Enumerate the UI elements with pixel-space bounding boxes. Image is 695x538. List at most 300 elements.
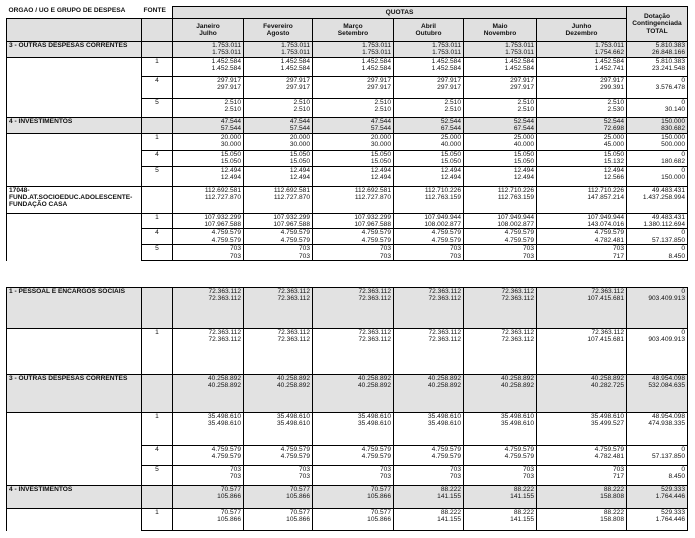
value-first-semester: 47.544: [289, 117, 310, 125]
value-second-semester: 4.759.579: [431, 453, 461, 461]
value-second-semester: 2.510: [517, 106, 534, 114]
quota-cell: [394, 150, 464, 166]
value-first-semester: 47.544: [370, 117, 391, 125]
value-first-semester: 0: [681, 446, 685, 453]
value-first-semester: 4.759.579: [431, 229, 461, 237]
fonte-cell: [142, 288, 173, 329]
total-cell: [627, 76, 688, 98]
value-first-semester: 47.544: [220, 117, 241, 125]
quota-cell: [394, 117, 464, 133]
value-second-semester: 703: [379, 252, 391, 260]
total-cell: [627, 213, 688, 229]
quota-cell: [244, 375, 313, 413]
month-name: Novembro: [483, 30, 517, 37]
value-second-semester: 15.050: [440, 158, 461, 166]
value-first-semester: 72.363.112: [591, 329, 624, 336]
quota-cell: [394, 133, 464, 150]
row-label: [7, 446, 142, 466]
value-second-semester: 67.544: [440, 125, 461, 133]
quota-cell: [394, 76, 464, 98]
value-first-semester: 72.363.112: [501, 329, 534, 336]
month-header: [394, 19, 464, 42]
quota-cell: [244, 166, 313, 186]
value-first-semester: 1.753.011: [595, 42, 624, 49]
quota-cell: [537, 509, 627, 531]
value-first-semester: 297.917: [286, 76, 310, 84]
value-second-semester: 4.759.579: [504, 236, 534, 244]
value-first-semester: 15.050: [370, 150, 391, 158]
quota-cell: [464, 509, 537, 531]
quota-cell: [173, 329, 244, 375]
value-first-semester: 1.452.584: [361, 57, 391, 65]
quota-cell: [244, 150, 313, 166]
quota-cell: [313, 446, 394, 466]
value-first-semester: 703: [612, 466, 624, 473]
value-first-semester: 1.753.011: [505, 42, 534, 49]
month-name: Agosto: [266, 30, 290, 37]
value-second-semester: 703: [298, 473, 310, 481]
fonte-cell: 1: [142, 413, 173, 446]
row-label: [7, 133, 142, 150]
table-row: [7, 76, 688, 98]
value-first-semester: 35.498.610: [207, 413, 241, 420]
value-first-semester: 52.544: [440, 117, 461, 125]
value-second-semester: 8.450: [668, 473, 685, 481]
value-second-semester: 30.000: [370, 141, 391, 149]
value-first-semester: 112.710.226: [424, 186, 461, 194]
value-second-semester: 532.084.635: [648, 382, 685, 390]
value-second-semester: 45.000: [603, 141, 624, 149]
quota-cell: [244, 186, 313, 213]
value-second-semester: 4.759.579: [211, 236, 241, 244]
quota-cell: [464, 288, 537, 329]
value-first-semester: 40.258.892: [357, 375, 391, 382]
value-second-semester: 703: [298, 252, 310, 260]
value-first-semester: 15.050: [440, 150, 461, 158]
value-second-semester: 141.155: [510, 493, 534, 501]
quota-cell: [537, 413, 627, 446]
value-first-semester: 2.510: [293, 98, 310, 106]
total-header-line: TOTAL: [646, 27, 668, 35]
value-first-semester: 2.510: [607, 98, 624, 106]
value-first-semester: 72.363.112: [277, 288, 310, 295]
quota-cell: [394, 57, 464, 76]
value-first-semester: 12.494: [513, 166, 534, 174]
value-second-semester: 2.510: [444, 106, 461, 114]
quota-cell: [464, 98, 537, 117]
quota-cell: [313, 133, 394, 150]
quota-cell: [244, 245, 313, 261]
fonte-header: FONTE: [142, 7, 173, 19]
value-second-semester: 67.544: [513, 125, 534, 133]
value-first-semester: 4.759.579: [211, 229, 241, 237]
value-first-semester: 703: [379, 245, 391, 253]
value-second-semester: 108.002.877: [424, 221, 461, 229]
quota-cell: [244, 486, 313, 509]
quota-cell: [464, 413, 537, 446]
table-row: [7, 57, 688, 76]
value-second-semester: 1.437.258.994: [642, 194, 685, 202]
fonte-cell: [142, 486, 173, 509]
value-second-semester: 12.566: [603, 174, 624, 182]
fonte-cell: 5: [142, 166, 173, 186]
value-second-semester: 1.452.741: [594, 65, 624, 73]
quota-cell: [394, 213, 464, 229]
value-first-semester: 48.954.098: [651, 375, 685, 382]
row-label: 1 - PESSOAL E ENCARGOS SOCIAIS: [7, 288, 142, 329]
month-name: Abril: [420, 22, 437, 30]
table-row: [7, 486, 688, 509]
quota-cell: [244, 133, 313, 150]
quota-cell: [464, 329, 537, 375]
total-cell: [627, 117, 688, 133]
quota-cell: [313, 245, 394, 261]
table-row: [7, 213, 688, 229]
value-second-semester: 105.866: [367, 516, 391, 524]
value-second-semester: 141.155: [437, 516, 461, 524]
value-first-semester: 2.510: [374, 98, 391, 106]
quota-cell: [464, 446, 537, 466]
quota-cell: [537, 98, 627, 117]
value-first-semester: 72.363.112: [428, 329, 461, 336]
value-first-semester: 107.932.299: [204, 213, 241, 221]
value-first-semester: 703: [229, 245, 241, 253]
value-second-semester: 297.917: [510, 84, 534, 92]
value-first-semester: 70.577: [289, 509, 310, 516]
value-second-semester: 107.967.588: [273, 221, 310, 229]
value-second-semester: 1.452.584: [211, 65, 241, 73]
quota-cell: [244, 76, 313, 98]
fonte-cell: [142, 186, 173, 213]
total-cell: [627, 133, 688, 150]
total-cell: [627, 486, 688, 509]
row-label: [7, 98, 142, 117]
month-name: Maio: [492, 22, 508, 30]
value-second-semester: 703: [449, 252, 461, 260]
table-row: [7, 446, 688, 466]
value-first-semester: 35.498.610: [276, 413, 310, 420]
month-name: Julho: [199, 30, 217, 37]
row-label: 4 - INVESTIMENTOS: [7, 486, 142, 509]
month-header: [313, 19, 394, 42]
value-first-semester: 2.510: [517, 98, 534, 106]
value-first-semester: 35.498.610: [427, 413, 461, 420]
quota-cell: [313, 486, 394, 509]
month-name: Junho: [571, 22, 592, 30]
quota-cell: [173, 133, 244, 150]
value-first-semester: 0: [681, 166, 685, 174]
value-first-semester: 40.258.892: [276, 375, 310, 382]
value-second-semester: 15.050: [289, 158, 310, 166]
value-second-semester: 2.510: [374, 106, 391, 114]
value-second-semester: 158.808: [600, 493, 624, 501]
value-first-semester: 70.577: [370, 509, 391, 516]
row-label: [7, 329, 142, 375]
table-row: [7, 133, 688, 150]
value-second-semester: 40.258.892: [357, 382, 391, 390]
value-first-semester: 1.452.584: [211, 57, 241, 65]
quota-cell: [394, 509, 464, 531]
value-first-semester: 112.692.581: [354, 186, 391, 194]
fonte-cell: 1: [142, 509, 173, 531]
table-row: [7, 413, 688, 446]
value-first-semester: 25.000: [440, 133, 461, 141]
row-label: 17048-FUND.AT.SOCIOEDUC.ADOLESCENTE-FUNDAÇÃO CASA: [7, 186, 142, 213]
value-second-semester: 15.050: [370, 158, 391, 166]
value-first-semester: 112.710.226: [497, 186, 534, 194]
quota-cell: [173, 375, 244, 413]
value-second-semester: 112.727.870: [273, 194, 310, 202]
value-first-semester: 52.544: [513, 117, 534, 125]
value-first-semester: 15.050: [513, 150, 534, 158]
row-label: [7, 466, 142, 486]
value-first-semester: 107.949.944: [497, 213, 534, 221]
value-second-semester: 903.409.913: [648, 295, 685, 303]
quota-cell: [537, 186, 627, 213]
fonte-cell: 4: [142, 446, 173, 466]
table-row: [7, 329, 688, 375]
value-first-semester: 40.258.892: [207, 375, 241, 382]
fonte-header-blank: [142, 19, 173, 42]
value-first-semester: 0: [681, 98, 685, 106]
value-second-semester: 57.137.850: [651, 453, 685, 461]
value-second-semester: 297.917: [367, 84, 391, 92]
month-name: Março: [343, 22, 363, 30]
value-second-semester: 703: [522, 252, 534, 260]
fonte-cell: 4: [142, 229, 173, 245]
value-second-semester: 180.682: [661, 158, 685, 166]
value-second-semester: 158.808: [600, 516, 624, 524]
value-second-semester: 12.494: [440, 174, 461, 182]
value-first-semester: 703: [298, 466, 310, 473]
value-second-semester: 72.363.112: [358, 336, 391, 344]
value-first-semester: 4.759.579: [594, 229, 624, 237]
value-second-semester: 297.917: [217, 84, 241, 92]
value-second-semester: 4.759.579: [431, 236, 461, 244]
quota-cell: [313, 98, 394, 117]
value-second-semester: 108.002.877: [497, 221, 534, 229]
quota-cell: [464, 166, 537, 186]
value-second-semester: 147.857.214: [587, 194, 624, 202]
value-first-semester: 1.452.584: [594, 57, 624, 65]
total-cell: [627, 509, 688, 531]
quota-cell: [313, 509, 394, 531]
quota-cell: [313, 466, 394, 486]
value-second-semester: 26.848.166: [651, 49, 685, 57]
row-label: [7, 76, 142, 98]
table-row: [7, 509, 688, 531]
value-second-semester: 35.499.527: [590, 420, 624, 428]
value-second-semester: 72.363.112: [208, 295, 241, 303]
value-second-semester: 35.498.610: [276, 420, 310, 428]
quota-cell: [537, 486, 627, 509]
value-first-semester: 88.222: [440, 509, 461, 516]
quota-cell: [537, 288, 627, 329]
quota-cell: [173, 76, 244, 98]
value-first-semester: 15.050: [289, 150, 310, 158]
value-first-semester: 49.483.431: [651, 213, 685, 221]
value-second-semester: 474.938.335: [648, 420, 685, 428]
quota-cell: [464, 117, 537, 133]
value-second-semester: 1.380.112.694: [643, 221, 685, 229]
value-second-semester: 1.753.011: [362, 49, 391, 57]
value-second-semester: 4.759.579: [280, 236, 310, 244]
row-label: [7, 57, 142, 76]
quota-cell: [173, 150, 244, 166]
value-second-semester: 35.498.610: [207, 420, 241, 428]
quota-cell: [537, 446, 627, 466]
value-second-semester: 12.494: [220, 174, 241, 182]
value-first-semester: 72.363.112: [208, 288, 241, 295]
value-second-semester: 1.753.011: [432, 49, 461, 57]
value-first-semester: 88.222: [603, 486, 624, 493]
total-cell: [627, 288, 688, 329]
quota-cell: [313, 42, 394, 58]
value-second-semester: 35.498.610: [500, 420, 534, 428]
quota-cell: [173, 213, 244, 229]
value-first-semester: 72.363.112: [591, 288, 624, 295]
value-second-semester: 40.258.892: [207, 382, 241, 390]
total-header-line: Contingenciada: [632, 20, 682, 28]
quota-cell: [244, 213, 313, 229]
quota-cell: [313, 76, 394, 98]
quota-cell: [244, 98, 313, 117]
value-second-semester: 107.967.588: [354, 221, 391, 229]
quota-cell: [173, 117, 244, 133]
quota-cell: [173, 245, 244, 261]
fonte-cell: 1: [142, 329, 173, 375]
value-first-semester: 1.753.011: [212, 42, 241, 49]
value-second-semester: 299.391: [600, 84, 624, 92]
quota-cell: [537, 375, 627, 413]
value-second-semester: 141.155: [510, 516, 534, 524]
fonte-cell: [142, 375, 173, 413]
quota-cell: [173, 166, 244, 186]
value-first-semester: 20.000: [289, 133, 310, 141]
row-label: [7, 213, 142, 229]
value-first-semester: 40.258.892: [427, 375, 461, 382]
value-second-semester: 35.498.610: [427, 420, 461, 428]
quota-cell: [313, 413, 394, 446]
month-name: Janeiro: [196, 22, 220, 30]
value-second-semester: 112.763.159: [424, 194, 461, 202]
quota-cell: [537, 76, 627, 98]
value-first-semester: 297.917: [510, 76, 534, 84]
quota-cell: [394, 413, 464, 446]
total-cell: [627, 413, 688, 446]
quota-cell: [394, 186, 464, 213]
quota-cell: [173, 446, 244, 466]
value-first-semester: 529.333: [661, 486, 685, 493]
quota-cell: [464, 133, 537, 150]
value-second-semester: 40.258.892: [500, 382, 534, 390]
value-first-semester: 703: [229, 466, 241, 473]
quota-cell: [394, 375, 464, 413]
value-first-semester: 150.000: [661, 117, 685, 125]
quota-cell: [394, 329, 464, 375]
value-second-semester: 703: [379, 473, 391, 481]
value-first-semester: 12.494: [220, 166, 241, 174]
total-header: [627, 7, 688, 42]
fonte-cell: 5: [142, 245, 173, 261]
quota-cell: [394, 245, 464, 261]
value-first-semester: 70.577: [220, 509, 241, 516]
value-second-semester: 12.494: [370, 174, 391, 182]
month-name: Fevereiro: [263, 22, 293, 30]
value-second-semester: 12.494: [289, 174, 310, 182]
value-second-semester: 23.241.548: [651, 65, 685, 73]
quota-cell: [244, 229, 313, 245]
value-first-semester: 0: [681, 150, 685, 158]
quota-cell: [394, 466, 464, 486]
total-cell: [627, 466, 688, 486]
value-second-semester: 1.753.011: [505, 49, 534, 57]
quota-cell: [313, 57, 394, 76]
quota-cell: [394, 446, 464, 466]
value-first-semester: 12.494: [603, 166, 624, 174]
value-first-semester: 52.544: [603, 117, 624, 125]
orgao-header-blank: [7, 19, 142, 42]
value-second-semester: 57.544: [220, 125, 241, 133]
value-second-semester: 830.682: [661, 125, 685, 133]
value-first-semester: 703: [522, 245, 534, 253]
value-second-semester: 4.759.579: [504, 453, 534, 461]
value-second-semester: 1.452.584: [504, 65, 534, 73]
value-first-semester: 107.932.299: [354, 213, 391, 221]
row-label: 3 - OUTRAS DESPESAS CORRENTES: [7, 42, 142, 58]
table-row: [7, 42, 688, 58]
value-first-semester: 70.577: [289, 486, 310, 493]
value-second-semester: 72.363.112: [277, 295, 310, 303]
value-second-semester: 2.510: [293, 106, 310, 114]
value-second-semester: 105.866: [217, 516, 241, 524]
value-first-semester: 150.000: [661, 133, 685, 141]
quota-cell: [244, 288, 313, 329]
value-first-semester: 1.452.584: [504, 57, 534, 65]
value-first-semester: 35.498.610: [590, 413, 624, 420]
total-cell: [627, 186, 688, 213]
orgao-header: ÓRGÃO / UO E GRUPO DE DESPESA: [7, 7, 142, 19]
value-second-semester: 2.510: [224, 106, 241, 114]
row-label: [7, 150, 142, 166]
month-header: [244, 19, 313, 42]
quota-cell: [394, 486, 464, 509]
value-second-semester: 717: [612, 252, 624, 260]
quota-cell: [244, 509, 313, 531]
value-second-semester: 105.866: [286, 493, 310, 501]
value-first-semester: 5.810.383: [655, 57, 685, 65]
total-cell: [627, 150, 688, 166]
value-first-semester: 107.949.944: [587, 213, 624, 221]
row-label: [7, 413, 142, 446]
value-second-semester: 105.866: [217, 493, 241, 501]
value-second-semester: 112.727.870: [354, 194, 391, 202]
value-first-semester: 2.510: [224, 98, 241, 106]
value-second-semester: 57.544: [289, 125, 310, 133]
value-second-semester: 15.132: [603, 158, 624, 166]
value-second-semester: 72.363.112: [501, 336, 534, 344]
value-second-semester: 703: [522, 473, 534, 481]
value-second-semester: 1.452.584: [361, 65, 391, 73]
value-first-semester: 703: [612, 245, 624, 253]
quota-cell: [464, 76, 537, 98]
quota-cell: [244, 57, 313, 76]
fonte-cell: 4: [142, 150, 173, 166]
fonte-cell: [142, 42, 173, 58]
value-first-semester: 4.759.579: [280, 229, 310, 237]
value-second-semester: 57.137.850: [651, 236, 685, 244]
value-first-semester: 88.222: [513, 486, 534, 493]
